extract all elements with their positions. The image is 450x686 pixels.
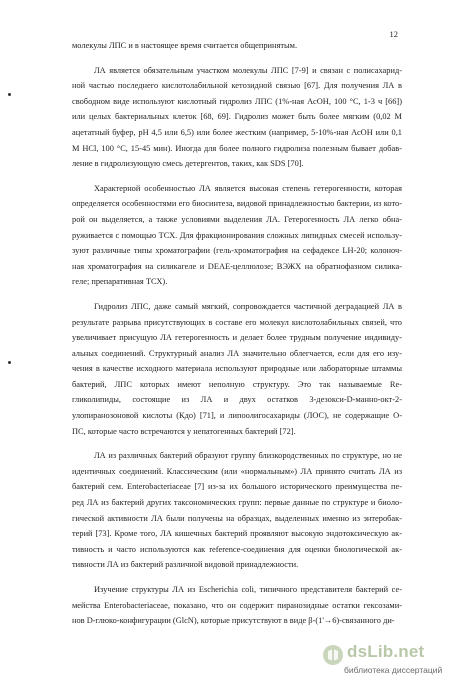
- text-line: мейства Enterobacteriaceae, показано, что он содержит пиранозидные остатки гексозами-: [72, 600, 402, 610]
- text-line: гической активности ЛА были получены на образцах, выделенных именно из энтеробак-: [72, 513, 402, 523]
- paragraph-gap: [72, 290, 402, 299]
- text-line: нов D-глюко-конфигурации (GlcN), которые присутствуют в виде β-(1'→6)-связанного ди-: [72, 616, 395, 626]
- margin-dot: [8, 361, 11, 364]
- text-line: определяется особенностями его биосинтеза, видовой принадлежностью бактерии, из кото-: [72, 199, 402, 209]
- text-line: ЛА является обязательным участком молекулы ЛПС [7-9] и связан с полисахарид-: [94, 65, 402, 75]
- dslib-logo-icon: [322, 644, 344, 666]
- text-line: ЛА из различных бактерий образуют группу близкородственных по структуре, но не: [94, 451, 402, 461]
- text-line: ацетатный буфер, pH 4,5 или 6,5) или более жестким (например, 5-10%-ная АсОН или 0,1: [72, 127, 402, 137]
- text-line: Характерной особенностью ЛА является высокая степень гетерогенности, которая: [94, 183, 402, 193]
- text-line: ПС, которые часто встречаются у непатогенных бактерий [72].: [72, 426, 296, 436]
- text-line: ная хроматография на силикагеле и DEAE-целлюлозе; ВЭЖХ на обратнофазном силика-: [72, 261, 402, 271]
- text-line: зуют различные типы хроматографии (гель-хроматография на сефадексе LH-20; колоноч-: [72, 246, 402, 256]
- text-line: ной частью последнего кислотолабильной кетозидной связью [67]. Для получения ЛА в: [72, 81, 402, 91]
- text-line: результате разрыва присутствующих в составе его молекул кислотолабильных связей, что: [72, 317, 402, 327]
- text-line: или целых бактериальных клеток [68, 69]. Гидролиз может быть более мягким (0,02 М: [72, 112, 402, 122]
- text-line: улопиранозоновой кислоты (Кдо) [71], и липоолигосахариды (ЛОС), не содержащие О-: [72, 411, 402, 421]
- text-line: бактерий сем. Enterobacteriaceae [7] из-за их большого исторического преимущества пе-: [72, 482, 402, 492]
- text-line: тивности ЛА из бактерий различной видовой принадлежности.: [72, 560, 299, 570]
- text-line: альных соединений. Структурный анализ ЛА значительно облегчается, если для его изу-: [72, 348, 402, 358]
- text-line: тивность и часто используются как reference-соединения для оценки биологической ак-: [72, 544, 402, 554]
- paragraph-gap: [72, 573, 402, 582]
- text-line: гликолипиды, состоящие из ЛА и двух остатков 3-дезокси-D-манно-окт-2-: [72, 395, 402, 405]
- text-line: терий [73]. Кроме того, ЛА кишечных бактерий проявляют высокую эндотоксическую ак-: [72, 529, 402, 539]
- watermark: [322, 642, 443, 680]
- text-line: бактерий, ЛПС которых имеют неполную структуру. Это так называемые Re-: [72, 379, 402, 389]
- text-line: Изучение структуры ЛА из Escherichia coli, типичного представителя бактерий се-: [94, 585, 402, 594]
- text-line: ред ЛА из бактерий других таксономических групп: первые данные по структуре и биоло-: [72, 498, 402, 508]
- text-line: геле; препаративная ТСХ).: [72, 277, 168, 287]
- page-number: 12: [389, 29, 398, 39]
- text-line: Гидролиз ЛПС, даже самый мягкий, сопровождается частичной деградацией ЛА в: [94, 301, 402, 311]
- body-text: [72, 38, 402, 629]
- text-line: ление в гидролизующую смесь детергентов, таких, как SDS [70].: [72, 159, 304, 169]
- watermark-subtitle: библиотека диссертаций: [344, 665, 443, 675]
- text-line: увеличивает присущую ЛА гетерогенность и делает более трудным получение индивиду-: [72, 333, 402, 343]
- text-line: свободном виде используют кислотный гидролиз ЛПС (1%-ная АсОН, 100 °С, 1-3 ч [66]): [72, 96, 402, 106]
- paragraph-gap: [72, 172, 402, 181]
- text-line: идентичных соединений. Классическим (или «нормальным») ЛА принято считать ЛА из: [72, 466, 402, 476]
- watermark-title: dsLib.net: [347, 642, 425, 661]
- text-line: М HCl, 100 °С, 15-45 мин). Иногда для более полного гидролиза полезным бывает добав-: [72, 143, 402, 153]
- text-line: рой он выделяется, а также условиями выделения ЛА. Гетерогенность ЛА легко обна-: [72, 214, 402, 224]
- text-line: чения в качестве исходного материала используют природные или лабораторные штаммы: [72, 364, 402, 374]
- text-line: руживается с помощью ТСХ. Для фракционирования сложных липидных смесей использу-: [72, 230, 402, 240]
- paragraph-gap: [72, 439, 402, 448]
- margin-dot: [8, 93, 11, 96]
- paragraph-gap: [72, 54, 402, 63]
- text-line: молекулы ЛПС и в настоящее время считается общепринятым.: [72, 41, 298, 50]
